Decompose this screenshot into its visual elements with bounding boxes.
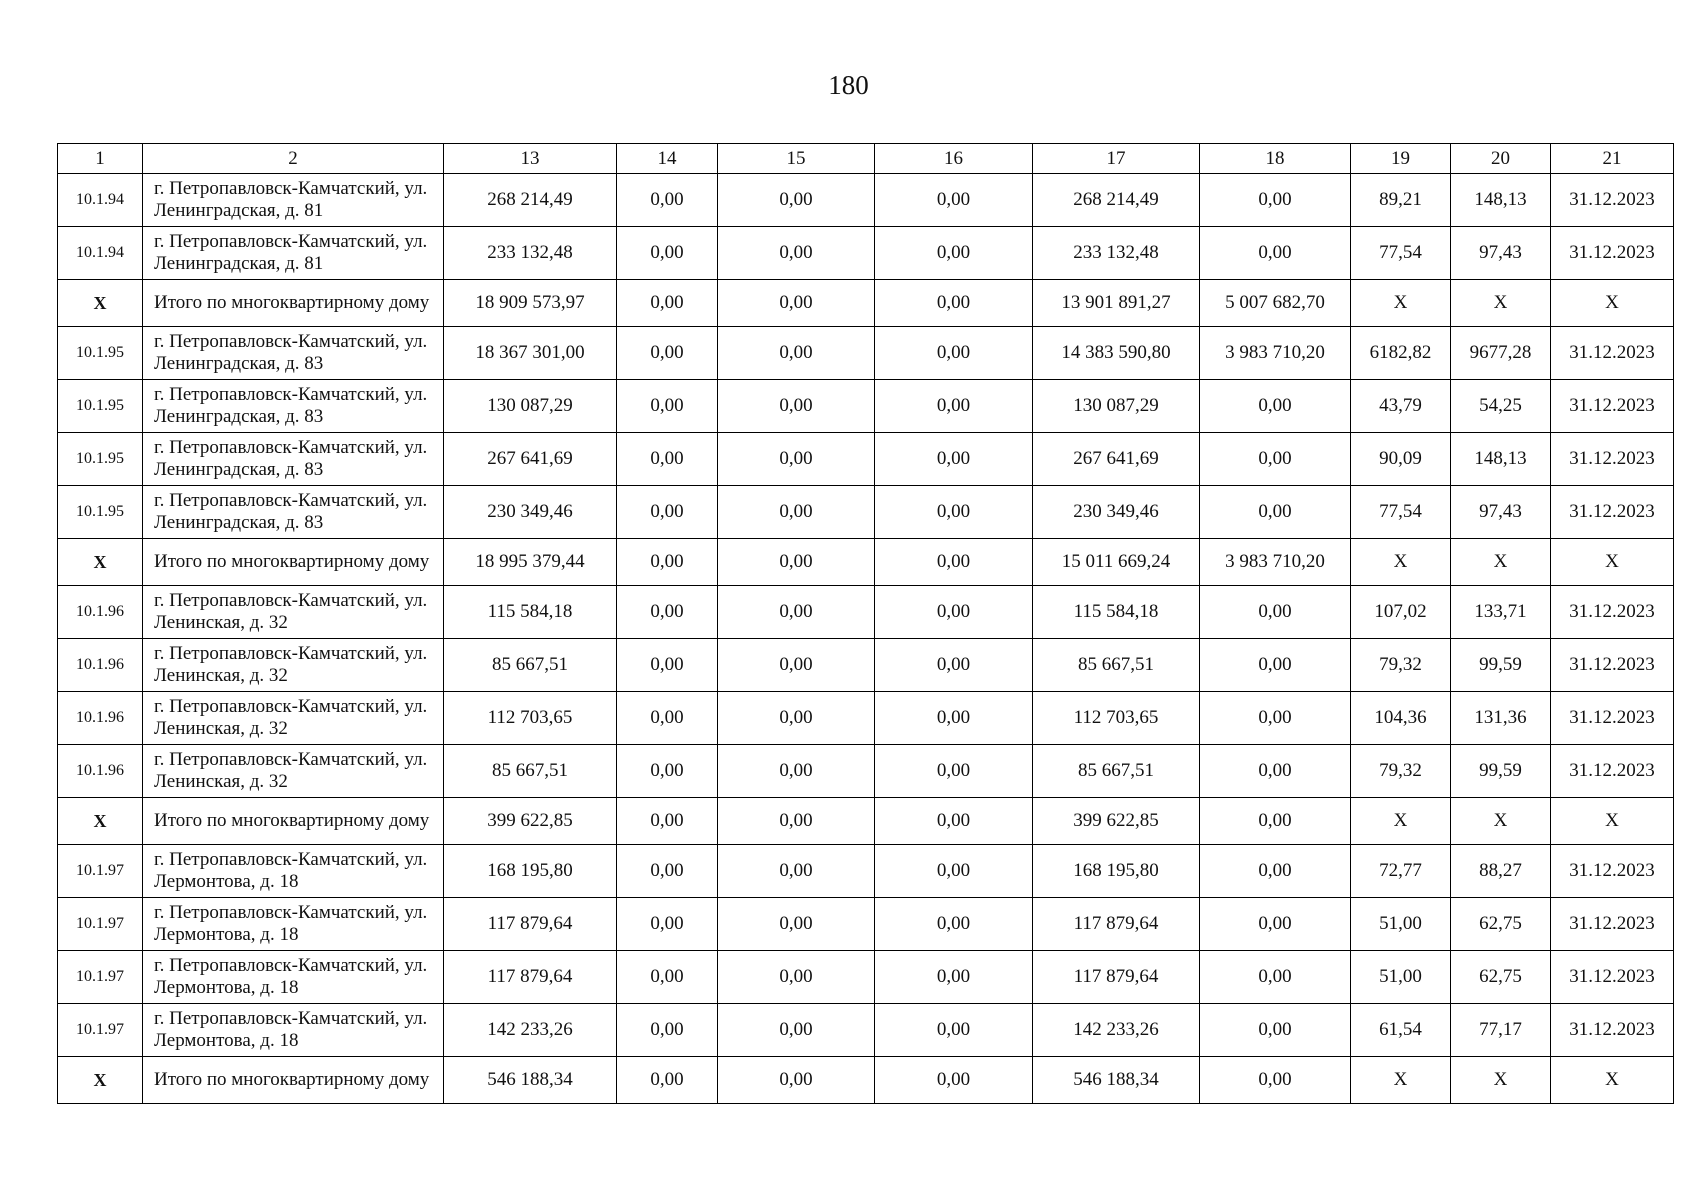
- value-cell: 72,77: [1351, 845, 1451, 898]
- address-cell: г. Петропавловск-Камчатский, ул. Ленинская, д. 32: [143, 745, 444, 798]
- table-row: [58, 639, 1674, 692]
- value-cell: 88,27: [1451, 845, 1551, 898]
- row-code-cell: 10.1.94: [58, 227, 143, 280]
- value-cell: 0,00: [1200, 898, 1351, 951]
- value-cell: 0,00: [875, 327, 1033, 380]
- value-cell: X: [1351, 280, 1451, 327]
- value-cell: 31.12.2023: [1551, 845, 1674, 898]
- address-cell: Итого по многоквартирному дому: [143, 1057, 444, 1104]
- value-cell: 0,00: [875, 1004, 1033, 1057]
- value-cell: 168 195,80: [444, 845, 617, 898]
- table-row: [58, 1004, 1674, 1057]
- value-cell: 43,79: [1351, 380, 1451, 433]
- value-cell: 31.12.2023: [1551, 639, 1674, 692]
- address-cell: Итого по многоквартирному дому: [143, 798, 444, 845]
- table-header-row: [58, 144, 1674, 174]
- table-row: [58, 951, 1674, 1004]
- value-cell: 51,00: [1351, 951, 1451, 1004]
- column-header: 20: [1451, 144, 1551, 174]
- value-cell: 107,02: [1351, 586, 1451, 639]
- value-cell: 31.12.2023: [1551, 692, 1674, 745]
- value-cell: 168 195,80: [1033, 845, 1200, 898]
- value-cell: 0,00: [617, 845, 718, 898]
- value-cell: 0,00: [875, 227, 1033, 280]
- value-cell: 0,00: [617, 433, 718, 486]
- value-cell: 0,00: [1200, 745, 1351, 798]
- row-code-cell: 10.1.97: [58, 898, 143, 951]
- value-cell: 130 087,29: [1033, 380, 1200, 433]
- address-cell: г. Петропавловск-Камчатский, ул. Лермонтова, д. 18: [143, 898, 444, 951]
- value-cell: X: [1551, 539, 1674, 586]
- value-cell: 31.12.2023: [1551, 586, 1674, 639]
- address-cell: г. Петропавловск-Камчатский, ул. Ленинская, д. 32: [143, 586, 444, 639]
- address-cell: г. Петропавловск-Камчатский, ул. Лермонтова, д. 18: [143, 845, 444, 898]
- table-row: [58, 692, 1674, 745]
- value-cell: 0,00: [617, 951, 718, 1004]
- row-code-cell: 10.1.96: [58, 692, 143, 745]
- value-cell: 0,00: [718, 380, 875, 433]
- value-cell: 0,00: [617, 539, 718, 586]
- value-cell: 268 214,49: [444, 174, 617, 227]
- value-cell: 0,00: [1200, 174, 1351, 227]
- row-code-cell: 10.1.95: [58, 380, 143, 433]
- value-cell: 0,00: [617, 745, 718, 798]
- column-header: 2: [143, 144, 444, 174]
- value-cell: 0,00: [617, 174, 718, 227]
- value-cell: X: [1451, 1057, 1551, 1104]
- value-cell: 148,13: [1451, 174, 1551, 227]
- row-code-cell: 10.1.97: [58, 1004, 143, 1057]
- column-header: 14: [617, 144, 718, 174]
- table-row: [58, 745, 1674, 798]
- value-cell: 31.12.2023: [1551, 380, 1674, 433]
- value-cell: 117 879,64: [1033, 951, 1200, 1004]
- value-cell: 9677,28: [1451, 327, 1551, 380]
- row-code-cell: 10.1.96: [58, 639, 143, 692]
- value-cell: 233 132,48: [444, 227, 617, 280]
- value-cell: 233 132,48: [1033, 227, 1200, 280]
- value-cell: 148,13: [1451, 433, 1551, 486]
- row-code-cell: 10.1.97: [58, 845, 143, 898]
- value-cell: 0,00: [1200, 692, 1351, 745]
- value-cell: 0,00: [1200, 845, 1351, 898]
- column-header: 16: [875, 144, 1033, 174]
- value-cell: 0,00: [1200, 586, 1351, 639]
- address-cell: г. Петропавловск-Камчатский, ул. Ленинградская, д. 81: [143, 174, 444, 227]
- value-cell: 0,00: [617, 798, 718, 845]
- value-cell: 0,00: [875, 380, 1033, 433]
- value-cell: 0,00: [617, 486, 718, 539]
- value-cell: 31.12.2023: [1551, 227, 1674, 280]
- value-cell: 31.12.2023: [1551, 951, 1674, 1004]
- table-row: [58, 433, 1674, 486]
- value-cell: 0,00: [718, 951, 875, 1004]
- value-cell: 79,32: [1351, 745, 1451, 798]
- value-cell: 267 641,69: [444, 433, 617, 486]
- value-cell: 0,00: [875, 639, 1033, 692]
- value-cell: 0,00: [718, 1004, 875, 1057]
- value-cell: 0,00: [718, 745, 875, 798]
- value-cell: 0,00: [875, 174, 1033, 227]
- value-cell: 0,00: [617, 1057, 718, 1104]
- value-cell: 0,00: [875, 433, 1033, 486]
- value-cell: X: [1551, 1057, 1674, 1104]
- address-cell: г. Петропавловск-Камчатский, ул. Лермонтова, д. 18: [143, 951, 444, 1004]
- address-cell: Итого по многоквартирному дому: [143, 539, 444, 586]
- value-cell: 85 667,51: [444, 639, 617, 692]
- value-cell: 77,54: [1351, 227, 1451, 280]
- value-cell: 77,17: [1451, 1004, 1551, 1057]
- value-cell: 85 667,51: [444, 745, 617, 798]
- value-cell: 230 349,46: [1033, 486, 1200, 539]
- value-cell: 62,75: [1451, 898, 1551, 951]
- value-cell: 97,43: [1451, 227, 1551, 280]
- value-cell: 399 622,85: [444, 798, 617, 845]
- value-cell: X: [1451, 539, 1551, 586]
- row-code-cell: 10.1.97: [58, 951, 143, 1004]
- value-cell: 0,00: [617, 380, 718, 433]
- value-cell: 31.12.2023: [1551, 898, 1674, 951]
- value-cell: 0,00: [617, 280, 718, 327]
- value-cell: 0,00: [718, 639, 875, 692]
- value-cell: 51,00: [1351, 898, 1451, 951]
- row-code-cell: 10.1.95: [58, 327, 143, 380]
- row-code-cell: 10.1.96: [58, 745, 143, 798]
- value-cell: 0,00: [875, 951, 1033, 1004]
- row-code-cell: 10.1.95: [58, 433, 143, 486]
- value-cell: 0,00: [617, 227, 718, 280]
- column-header: 1: [58, 144, 143, 174]
- value-cell: 90,09: [1351, 433, 1451, 486]
- value-cell: 0,00: [617, 586, 718, 639]
- value-cell: 117 879,64: [1033, 898, 1200, 951]
- value-cell: X: [1351, 798, 1451, 845]
- total-row: [58, 798, 1674, 845]
- column-header: 19: [1351, 144, 1451, 174]
- value-cell: 112 703,65: [444, 692, 617, 745]
- value-cell: 117 879,64: [444, 951, 617, 1004]
- value-cell: 18 909 573,97: [444, 280, 617, 327]
- value-cell: X: [1351, 1057, 1451, 1104]
- value-cell: 0,00: [1200, 433, 1351, 486]
- value-cell: 18 367 301,00: [444, 327, 617, 380]
- value-cell: 15 011 669,24: [1033, 539, 1200, 586]
- column-header: 21: [1551, 144, 1674, 174]
- value-cell: X: [1351, 539, 1451, 586]
- table-row: [58, 586, 1674, 639]
- value-cell: 13 901 891,27: [1033, 280, 1200, 327]
- value-cell: 0,00: [1200, 227, 1351, 280]
- address-cell: г. Петропавловск-Камчатский, ул. Ленинградская, д. 83: [143, 327, 444, 380]
- value-cell: 31.12.2023: [1551, 1004, 1674, 1057]
- value-cell: 104,36: [1351, 692, 1451, 745]
- data-table: [57, 143, 1674, 1104]
- value-cell: 268 214,49: [1033, 174, 1200, 227]
- value-cell: 0,00: [718, 692, 875, 745]
- value-cell: 0,00: [875, 845, 1033, 898]
- table-row: [58, 227, 1674, 280]
- value-cell: 85 667,51: [1033, 745, 1200, 798]
- table-row: [58, 174, 1674, 227]
- value-cell: 31.12.2023: [1551, 433, 1674, 486]
- value-cell: 0,00: [718, 586, 875, 639]
- value-cell: 0,00: [718, 227, 875, 280]
- address-cell: г. Петропавловск-Камчатский, ул. Ленинская, д. 32: [143, 639, 444, 692]
- value-cell: 3 983 710,20: [1200, 327, 1351, 380]
- total-row: [58, 539, 1674, 586]
- value-cell: 31.12.2023: [1551, 745, 1674, 798]
- value-cell: 3 983 710,20: [1200, 539, 1351, 586]
- row-code-cell: X: [58, 539, 143, 586]
- address-cell: Итого по многоквартирному дому: [143, 280, 444, 327]
- value-cell: 62,75: [1451, 951, 1551, 1004]
- row-code-cell: X: [58, 280, 143, 327]
- address-cell: г. Петропавловск-Камчатский, ул. Ленинградская, д. 83: [143, 433, 444, 486]
- address-cell: г. Петропавловск-Камчатский, ул. Ленинградская, д. 83: [143, 380, 444, 433]
- value-cell: 0,00: [1200, 1004, 1351, 1057]
- row-code-cell: X: [58, 1057, 143, 1104]
- table-row: [58, 327, 1674, 380]
- value-cell: 0,00: [875, 692, 1033, 745]
- column-header: 13: [444, 144, 617, 174]
- address-cell: г. Петропавловск-Камчатский, ул. Ленинградская, д. 81: [143, 227, 444, 280]
- value-cell: X: [1551, 280, 1674, 327]
- value-cell: 0,00: [875, 1057, 1033, 1104]
- value-cell: 267 641,69: [1033, 433, 1200, 486]
- table-row: [58, 845, 1674, 898]
- value-cell: 18 995 379,44: [444, 539, 617, 586]
- value-cell: 0,00: [875, 898, 1033, 951]
- value-cell: 31.12.2023: [1551, 327, 1674, 380]
- address-cell: г. Петропавловск-Камчатский, ул. Ленинская, д. 32: [143, 692, 444, 745]
- value-cell: 61,54: [1351, 1004, 1451, 1057]
- value-cell: 0,00: [718, 798, 875, 845]
- value-cell: 115 584,18: [1033, 586, 1200, 639]
- column-header: 17: [1033, 144, 1200, 174]
- value-cell: 117 879,64: [444, 898, 617, 951]
- column-header: 18: [1200, 144, 1351, 174]
- value-cell: 77,54: [1351, 486, 1451, 539]
- value-cell: 0,00: [875, 486, 1033, 539]
- value-cell: 0,00: [718, 486, 875, 539]
- value-cell: 0,00: [1200, 486, 1351, 539]
- value-cell: 99,59: [1451, 745, 1551, 798]
- total-row: [58, 280, 1674, 327]
- value-cell: 546 188,34: [1033, 1057, 1200, 1104]
- address-cell: г. Петропавловск-Камчатский, ул. Ленинградская, д. 83: [143, 486, 444, 539]
- row-code-cell: 10.1.96: [58, 586, 143, 639]
- value-cell: 97,43: [1451, 486, 1551, 539]
- value-cell: 0,00: [718, 433, 875, 486]
- value-cell: 0,00: [875, 280, 1033, 327]
- table-row: [58, 380, 1674, 433]
- value-cell: 0,00: [617, 898, 718, 951]
- column-header: 15: [718, 144, 875, 174]
- value-cell: 130 087,29: [444, 380, 617, 433]
- value-cell: 133,71: [1451, 586, 1551, 639]
- value-cell: 0,00: [1200, 639, 1351, 692]
- value-cell: X: [1451, 798, 1551, 845]
- value-cell: 0,00: [875, 745, 1033, 798]
- value-cell: 31.12.2023: [1551, 174, 1674, 227]
- value-cell: 0,00: [617, 327, 718, 380]
- value-cell: 0,00: [718, 898, 875, 951]
- value-cell: 54,25: [1451, 380, 1551, 433]
- value-cell: 0,00: [875, 539, 1033, 586]
- total-row: [58, 1057, 1674, 1104]
- value-cell: 0,00: [617, 692, 718, 745]
- value-cell: X: [1551, 798, 1674, 845]
- value-cell: 6182,82: [1351, 327, 1451, 380]
- value-cell: 0,00: [718, 539, 875, 586]
- row-code-cell: 10.1.94: [58, 174, 143, 227]
- value-cell: 142 233,26: [444, 1004, 617, 1057]
- value-cell: 99,59: [1451, 639, 1551, 692]
- value-cell: 0,00: [1200, 798, 1351, 845]
- value-cell: 0,00: [1200, 380, 1351, 433]
- value-cell: 0,00: [718, 174, 875, 227]
- table-row: [58, 486, 1674, 539]
- value-cell: 0,00: [718, 280, 875, 327]
- value-cell: 89,21: [1351, 174, 1451, 227]
- value-cell: 0,00: [718, 845, 875, 898]
- value-cell: 546 188,34: [444, 1057, 617, 1104]
- value-cell: 85 667,51: [1033, 639, 1200, 692]
- value-cell: 0,00: [1200, 951, 1351, 1004]
- value-cell: X: [1451, 280, 1551, 327]
- value-cell: 5 007 682,70: [1200, 280, 1351, 327]
- value-cell: 0,00: [1200, 1057, 1351, 1104]
- value-cell: 0,00: [875, 798, 1033, 845]
- value-cell: 0,00: [617, 1004, 718, 1057]
- value-cell: 31.12.2023: [1551, 486, 1674, 539]
- value-cell: 0,00: [617, 639, 718, 692]
- row-code-cell: X: [58, 798, 143, 845]
- address-cell: г. Петропавловск-Камчатский, ул. Лермонтова, д. 18: [143, 1004, 444, 1057]
- value-cell: 230 349,46: [444, 486, 617, 539]
- value-cell: 112 703,65: [1033, 692, 1200, 745]
- table-body: [58, 174, 1674, 1104]
- value-cell: 14 383 590,80: [1033, 327, 1200, 380]
- value-cell: 142 233,26: [1033, 1004, 1200, 1057]
- table-row: [58, 898, 1674, 951]
- value-cell: 0,00: [718, 1057, 875, 1104]
- value-cell: 399 622,85: [1033, 798, 1200, 845]
- row-code-cell: 10.1.95: [58, 486, 143, 539]
- value-cell: 0,00: [718, 327, 875, 380]
- value-cell: 131,36: [1451, 692, 1551, 745]
- page-number: 180: [828, 70, 869, 100]
- value-cell: 115 584,18: [444, 586, 617, 639]
- value-cell: 0,00: [875, 586, 1033, 639]
- value-cell: 79,32: [1351, 639, 1451, 692]
